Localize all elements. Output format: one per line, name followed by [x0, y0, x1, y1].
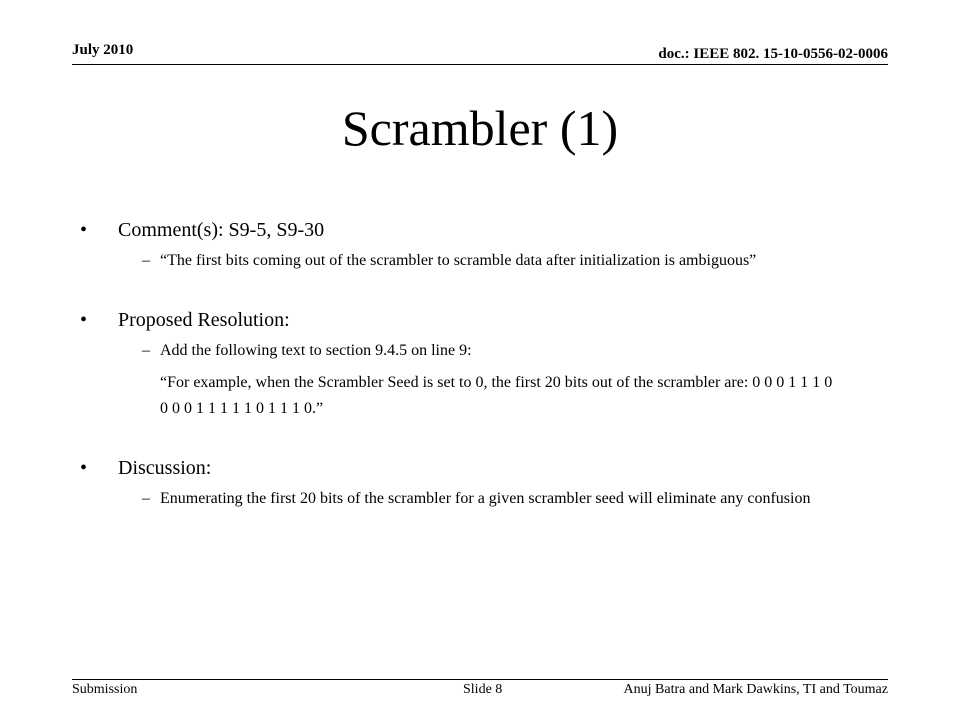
slide-body	[80, 216, 840, 512]
bullet-comments	[80, 216, 840, 244]
footer-slide-number: Slide 8	[463, 682, 503, 697]
header-doc-id: doc.: IEEE 802. 15-10-0556-02-0006	[658, 46, 888, 62]
sub-bullet-resolution	[80, 338, 840, 364]
dash-icon: –	[142, 490, 150, 507]
resolution-example-text: “For example, when the Scrambler Seed is set to 0, the first 20 bits out of the scrambler are: 0 0 0 1 1 1 0 0 0 0 1 1 1 1 1 0 1 1 1 0.”	[160, 374, 833, 417]
header-date: July 2010	[72, 42, 134, 58]
bullet-text: Discussion:	[118, 457, 212, 479]
bullet-proposed-resolution	[80, 306, 840, 334]
bullet-icon: •	[80, 309, 88, 331]
sub-bullet-text: Enumerating the first 20 bits of the scrambler for a given scrambler seed will eliminate any confusion	[160, 490, 811, 507]
bullet-text: Proposed Resolution:	[118, 309, 290, 331]
bullet-icon: •	[80, 457, 88, 479]
dash-icon: –	[142, 252, 150, 269]
header-divider	[72, 64, 888, 65]
sub-bullet-comment-quote	[80, 248, 840, 274]
bullet-discussion	[80, 454, 840, 482]
slide-title: Scrambler (1)	[341, 100, 619, 156]
dash-icon: –	[142, 342, 150, 359]
bullet-icon: •	[80, 219, 88, 241]
sub-bullet-text: “The first bits coming out of the scrambler to scramble data after initialization is ambiguous”	[160, 252, 757, 269]
bullet-text: Comment(s): S9-5, S9-30	[118, 219, 325, 241]
sub-bullet-text: Add the following text to section 9.4.5 on line 9:	[160, 342, 472, 359]
sub-bullet-discussion	[80, 486, 840, 512]
footer-divider	[72, 679, 888, 680]
footer-submission: Submission	[72, 682, 138, 697]
footer-authors: Anuj Batra and Mark Dawkins, TI and Toumaz	[623, 682, 888, 697]
